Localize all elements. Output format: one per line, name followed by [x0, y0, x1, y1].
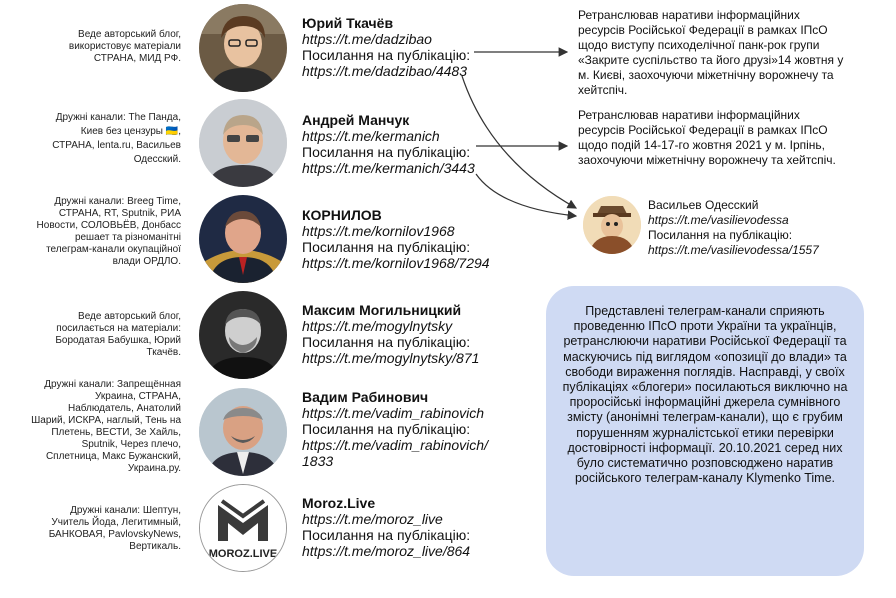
- publication-label: Посилання на публікацію:: [302, 144, 471, 160]
- publication-label: Посилання на публікацію:: [648, 228, 793, 242]
- publication-label: Посилання на публікацію:: [302, 47, 471, 63]
- channel-link[interactable]: https://t.me/vadim_rabinovich: [302, 405, 485, 421]
- publication-link-part2: 1833: [302, 453, 334, 469]
- narrative-2: Ретранслював наративи інформаційних ресурсів Російської Федерації в рамках ІПсО щодо подій 14-17-го жовтня 2021 у м. Ірпінь, заохочуючи міжетнічну ворожнечу та хейтспіч.: [578, 108, 836, 167]
- note-moroz: Дружні канали: Шептун, Учитель Йода, Легитимный, БАНКОВАЯ, PavlovskyNews, Вертикаль.: [48, 505, 181, 552]
- publication-link[interactable]: https://t.me/vasilievodessa/1557: [648, 243, 819, 257]
- publication-label: Посилання на публікацію:: [302, 334, 471, 350]
- profile-name: Вадим Рабинович: [302, 389, 429, 405]
- publication-link[interactable]: https://t.me/moroz_live/864: [302, 543, 471, 559]
- narrative-1: Ретранслював наративи інформаційних ресурсів Російської Федерації в рамках ІПсО щодо виступу психоделічної панк-рок групи «Закрите суспільство та його друзі»14 жовтня у м. Києві, заохочуючи міжетнічну ворожнечу та хейтспіч.: [578, 8, 844, 97]
- arrow-manchuk-to-vasiliev: [476, 174, 576, 216]
- channel-link[interactable]: https://t.me/vasilievodessa: [648, 213, 789, 227]
- profile-name: Юрий Ткачёв: [302, 15, 394, 31]
- note-rabinovich: Дружні канали: Запрещённая Украина, СТРАНА, Наблюдатель, Анатолий Шарий, ИСКРА, наглый, Тень на Плетень, ВЕСТИ, Зе Хайль, Sputnik, Через плечо, Сплетница, Макс Бужанский, Украина.ру.: [31, 379, 181, 474]
- profile-name: Moroz.Live: [302, 495, 376, 511]
- publication-label: Посилання на публікацію:: [302, 421, 471, 437]
- publication-link[interactable]: https://t.me/mogylnytsky/871: [302, 350, 480, 366]
- publication-label: Посилання на публікацію:: [302, 239, 471, 255]
- publication-label: Посилання на публікацію:: [302, 527, 471, 543]
- profile-name: Максим Могильницкий: [302, 302, 462, 318]
- arrow-tkachev-to-vasiliev: [462, 76, 576, 208]
- note-manchuk-line1: Дружні канали: The Панда,: [55, 112, 181, 123]
- channel-link[interactable]: https://t.me/kermanich: [302, 128, 440, 144]
- publication-link-part1: https://t.me/vadim_rabinovich/: [302, 437, 488, 453]
- publication-link[interactable]: https://t.me/kornilov1968/7294: [302, 255, 490, 271]
- profile-name: КОРНИЛОВ: [302, 207, 382, 223]
- summary-box: Представлені телеграм-канали сприяють проведенню ІПсО проти України та українців, ретранслюючи наративи Російської Федерації та маскуючись під виглядом «опозиції до влади» та свободи вираження поглядів. Насправді, у своїх публікаціях «блогери» посилаються виключно на проросійські інформаційні джерела сумнівного змісту (анонімні телеграм-канали), що є грубим порушенням журналістської етики перевірки достовірності інформації. 20.10.2021 серед них було систематично розповсюджено наратив російського телеграм-каналу Klymenko Time.: [546, 286, 864, 576]
- publication-link[interactable]: https://t.me/dadzibao/4483: [302, 63, 467, 79]
- note-tkachev: Веде авторський блог, використовує матеріали СТРАНА, МИД РФ.: [68, 29, 181, 64]
- note-mogylnytsky: Веде авторський блог, посилається на матеріали: Бородатая Бабушка, Юрий Ткачёв.: [55, 311, 181, 358]
- publication-link[interactable]: https://t.me/kermanich/3443: [302, 160, 475, 176]
- profile-name: Андрей Манчук: [302, 112, 410, 128]
- moroz-live-logo-text: MOROZ.LIVE: [208, 548, 278, 560]
- note-kornilov: Дружні канали: Breeg Time, СТРАНА, RT, Sputnik, РИА Новости, СОЛОВЬЁВ, Донбасс решает та різноманітні телеграм-канали окупаційної влади ОРДЛО.: [36, 196, 181, 267]
- channel-link[interactable]: https://t.me/mogylnytsky: [302, 318, 453, 334]
- channel-link[interactable]: https://t.me/moroz_live: [302, 511, 443, 527]
- profile-name: Васильев Одесский: [648, 198, 759, 212]
- channel-link[interactable]: https://t.me/dadzibao: [302, 31, 432, 47]
- note-manchuk-line2: Киев без цензуры 🇺🇦,: [80, 126, 181, 137]
- note-manchuk-line3: СТРАНА, lenta.ru, Васильев Одесский.: [52, 140, 181, 165]
- channel-link[interactable]: https://t.me/kornilov1968: [302, 223, 455, 239]
